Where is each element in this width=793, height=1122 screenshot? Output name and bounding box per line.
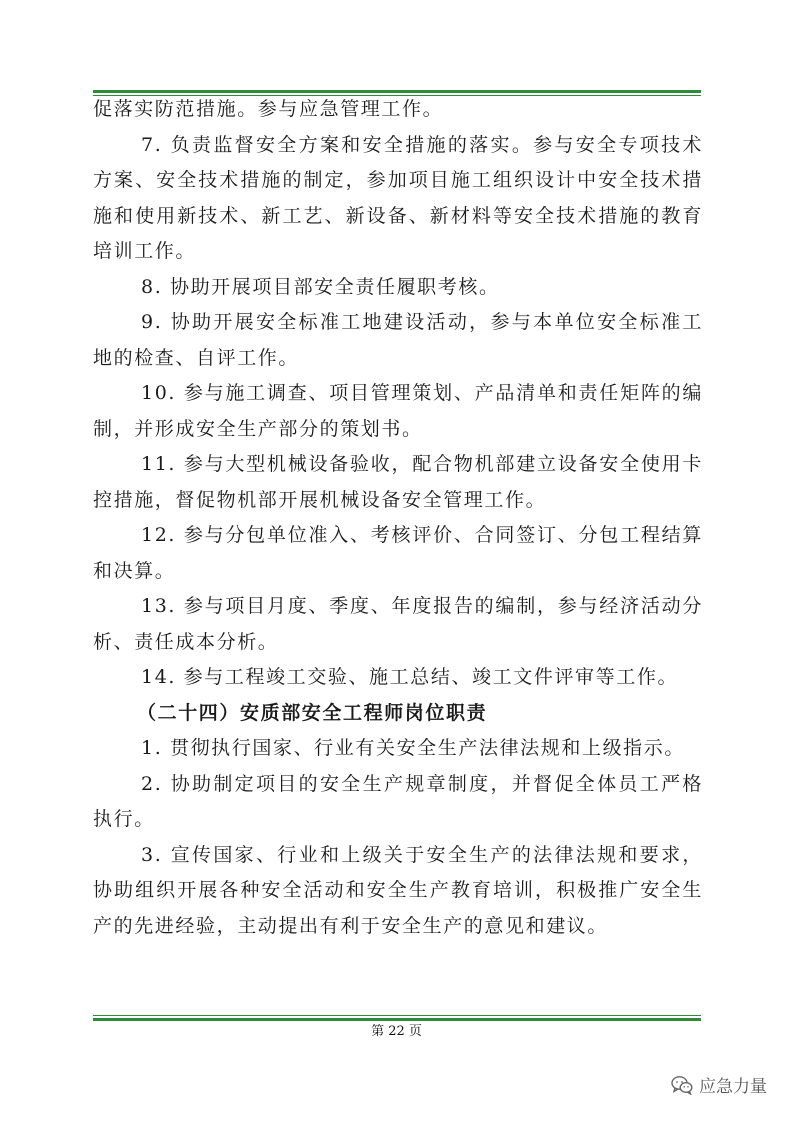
paragraph: 9. 协助开展安全标准工地建设活动，参与本单位安全标准工地的检查、自评工作。 [93,311,703,369]
paragraph: 13. 参与项目月度、季度、年度报告的编制，参与经济活动分析、责任成本分析。 [93,595,703,653]
paragraph: 8. 协助开展项目部安全责任履职考核。 [141,275,500,298]
watermark-text: 应急力量 [699,1077,767,1097]
paragraph: 1. 贯彻执行国家、行业有关安全生产法律法规和上级指示。 [141,737,685,759]
paragraph: 7. 负责监督安全方案和安全措施的落实。参与安全专项技术方案、安全技术措施的制定，参加项目施工组织设计中安全技术措施和使用新技术、新工艺、新设备、新材料等安全技术措施的教育培训工作。 [93,133,703,262]
paragraph: 12. 参与分包单位准入、考核评价、合同签订、分包工程结算和决算。 [93,524,703,582]
paragraph: 10. 参与施工调查、项目管理策划、产品清单和责任矩阵的编制，并形成安全生产部分的策划书。 [93,382,703,440]
page-number: 第 22 页 [371,1024,422,1039]
document-body [93,92,703,944]
paragraph: 促落实防范措施。参与应急管理工作。 [93,98,444,120]
paragraph: 14. 参与工程竣工交验、施工总结、竣工文件评审等工作。 [141,666,679,688]
paragraph: 2. 协助制定项目的安全生产规章制度，并督促全体员工严格执行。 [93,772,703,830]
paragraph: 11. 参与大型机械设备验收，配合物机部建立设备安全使用卡控措施，督促物机部开展机械设备安全管理工作。 [93,453,703,511]
paragraph: 3. 宣传国家、行业和上级关于安全生产的法律法规和要求，协助组织开展各种安全活动和安全生产教育培训，积极推广安全生产的先进经验，主动提出有利于安全生产的意见和建议。 [93,843,703,937]
watermark [671,1072,767,1097]
section-heading: （二十四）安质部安全工程师岗位职责 [137,701,488,724]
wechat-icon [671,1075,693,1095]
